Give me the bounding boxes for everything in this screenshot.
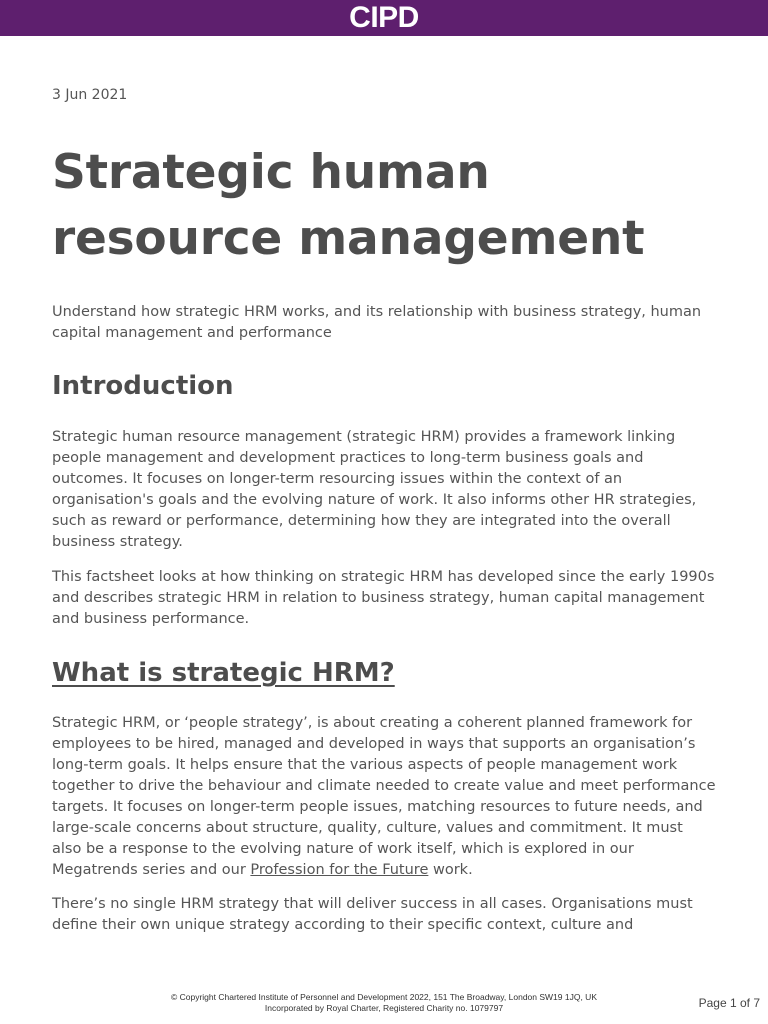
intro-paragraph-1: Strategic human resource management (strategic HRM) provides a framework linking people management and development practices to long-term business goals and outcomes. It focuses on longer-term resourcing issues within the context of an organisation's goals and the evolving nature of work. It also informs other HR strategies, such as reward or performance, determining how they are integrated into the overall business strategy. [52,429,697,550]
footer-charity: Incorporated by Royal Charter, Registered Charity no. 1079797 [264,1003,504,1013]
profession-for-the-future-link[interactable]: Profession for the Future [250,862,429,878]
intro-paragraph-2: This factsheet looks at how thinking on strategic HRM has developed since the early 1990s and describes strategic HRM in relation to business strategy, human capital management and business performance. [52,569,715,627]
what-paragraph-1-text: Strategic HRM, or ‘people strategy’, is about creating a coherent planned framework for employees to be hired, managed and developed in ways that supports an organisation’s long-term goals. It helps ensure that the various aspects of people management work together to drive the behaviour and climate needed to create value and meet performance targets. It focuses on longer-term people issues, matching resources to future needs, and large-scale concerns about structure, quality, culture, values and commitment. It must also be a response to the evolving nature of work itself, which is explored in our Megatrends series and our [52,715,716,878]
publish-date: 3 Jun 2021 [52,87,128,103]
page-footer [0,992,768,1014]
footer-copyright: © Copyright Chartered Institute of Personnel and Development 2022, 151 The Broadway, London SW19 1JQ, UK [170,992,597,1002]
cipd-logo: CIPD [349,1,419,34]
page-number: Page 1 of 7 [698,996,760,1010]
page-title: Strategic human resource management [52,145,645,266]
header-bar [0,0,768,36]
page-subtitle: Understand how strategic HRM works, and its relationship with business strategy, human capital management and performance [52,304,702,341]
what-paragraph-2: There’s no single HRM strategy that will deliver success in all cases. Organisations must define their own unique strategy according to their specific context, culture and [52,896,693,933]
what-paragraph-1-end: work. [428,862,473,878]
what-paragraph-1 [52,713,716,881]
section-heading-introduction: Introduction [52,371,234,401]
section-heading-what-is-strategic-hrm[interactable]: What is strategic HRM? [52,658,395,688]
